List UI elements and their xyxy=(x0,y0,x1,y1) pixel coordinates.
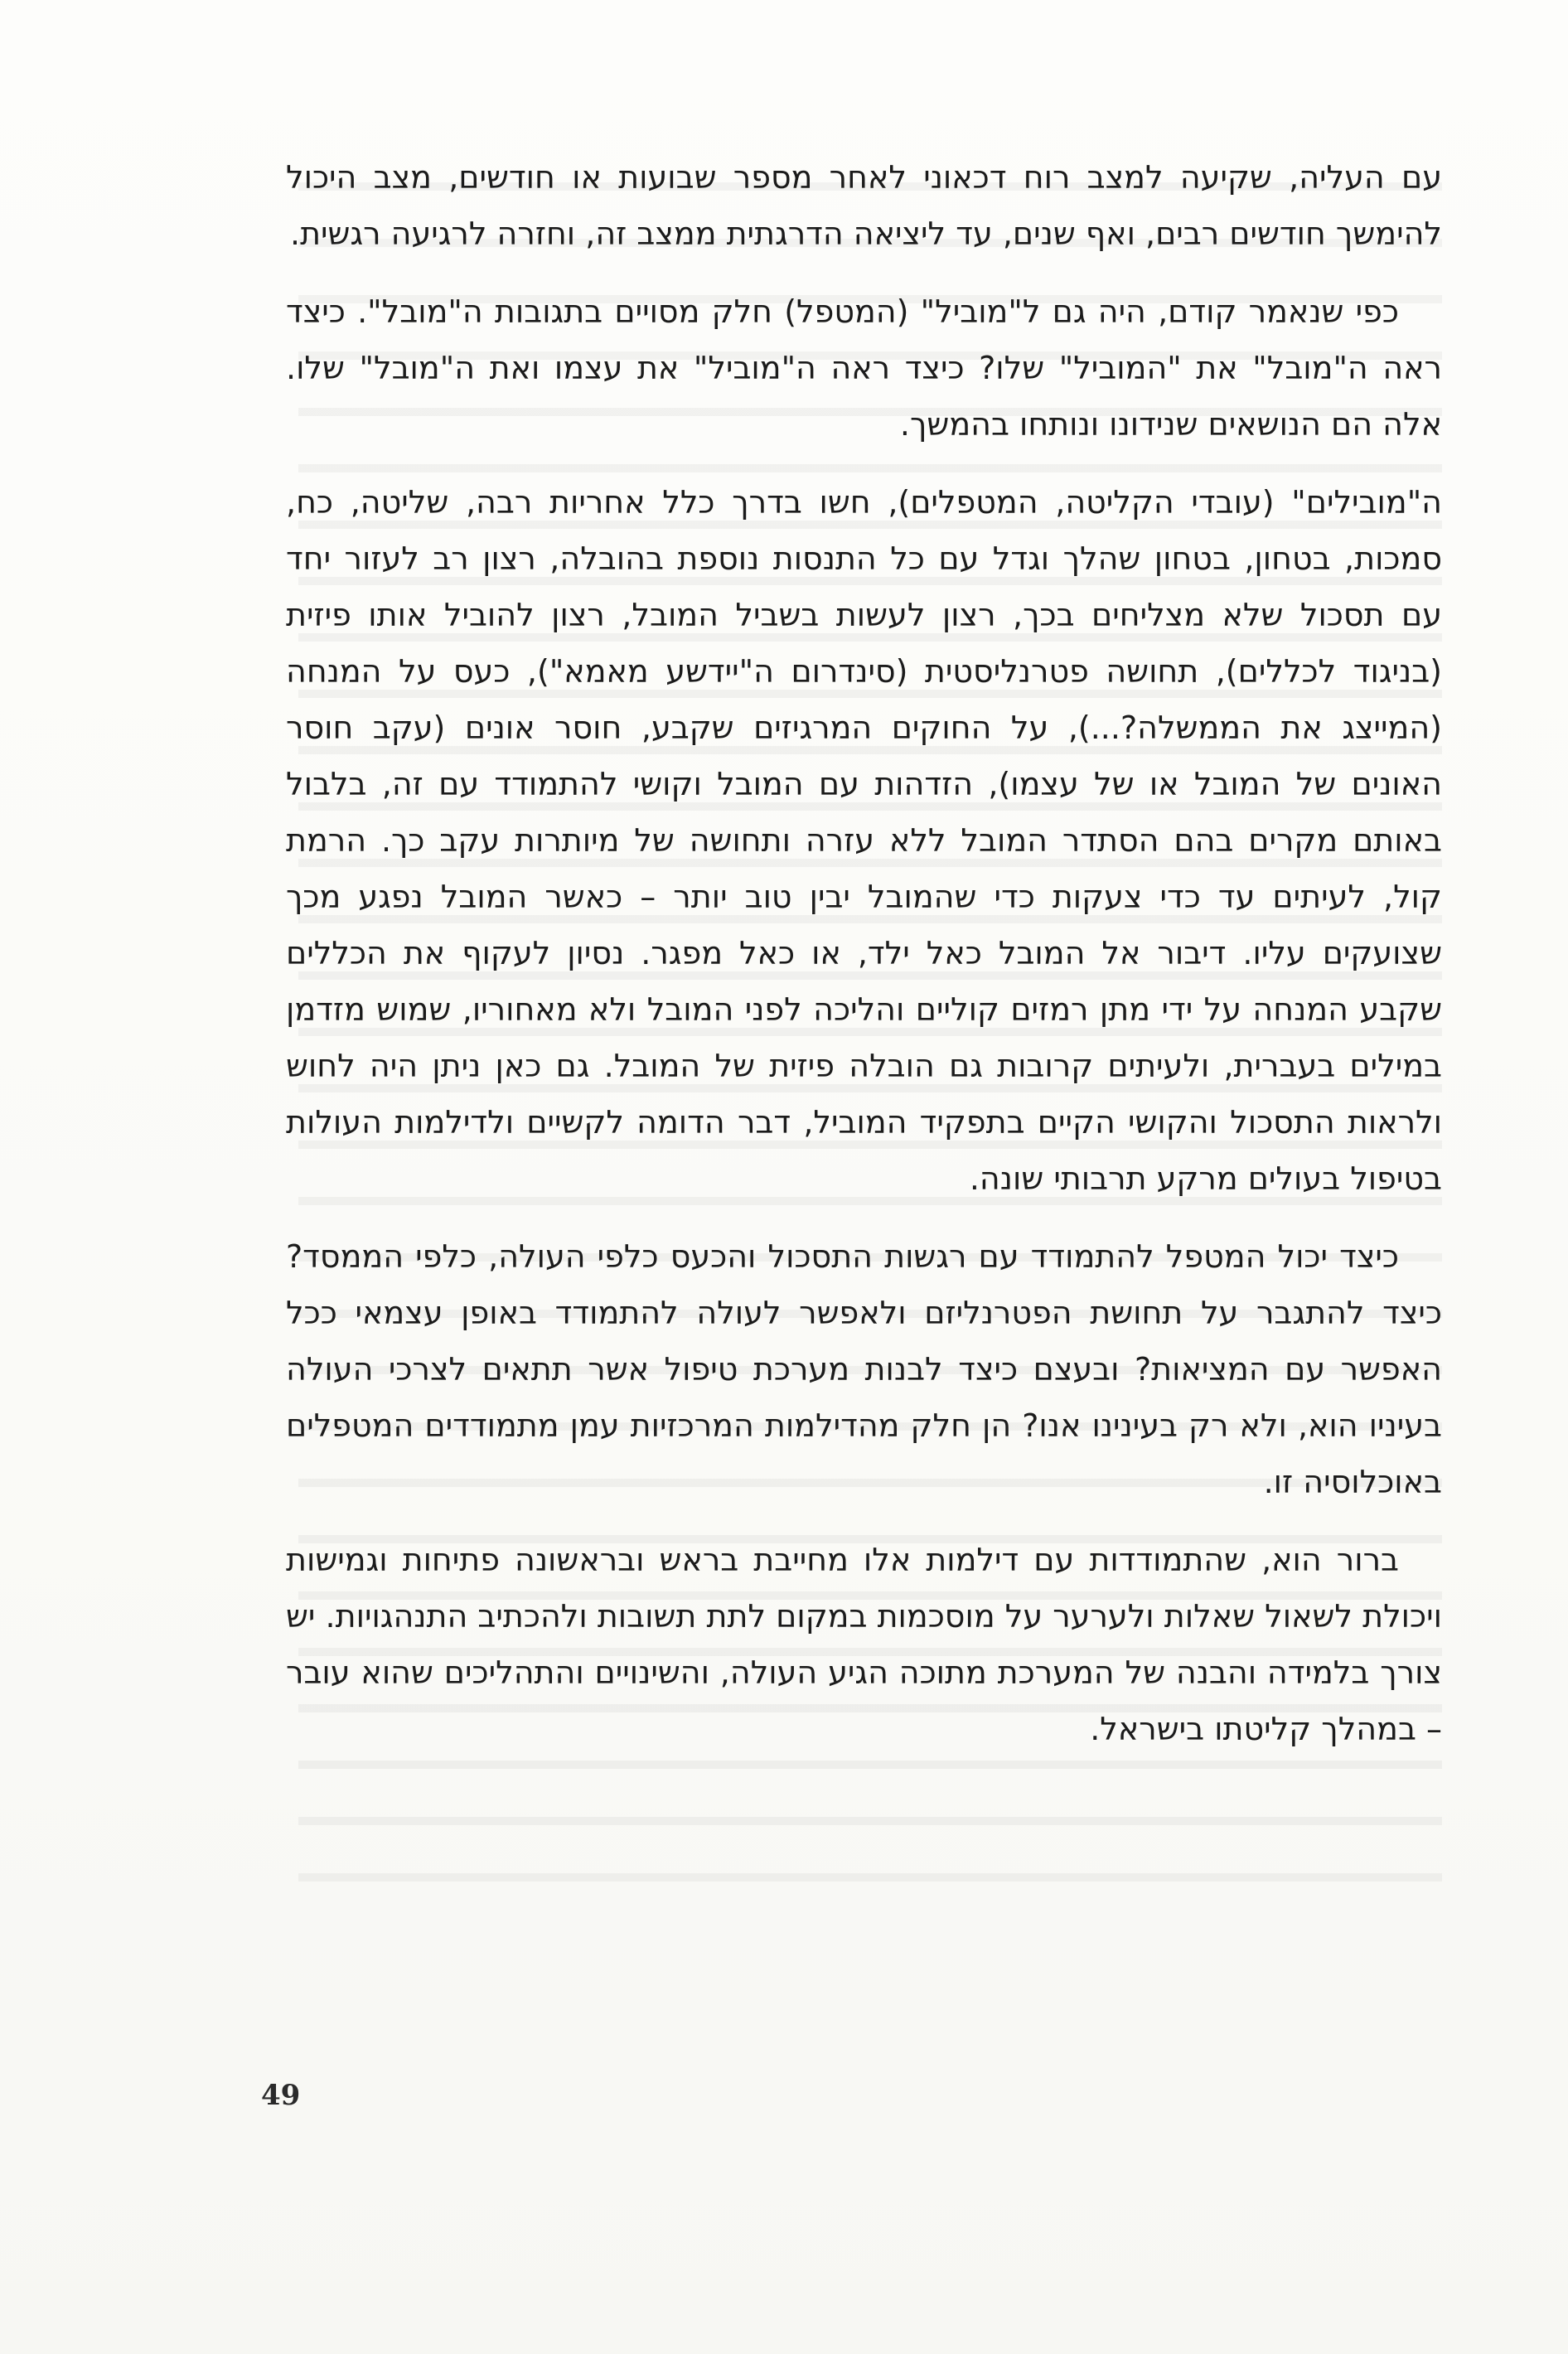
paragraph-5: ברור הוא, שהתמודדות עם דילמות אלו מחייבת בראש ובראשונה פתיחות וגמישות ויכולת לשאול שאלות ולערער על מוסכמות במקום לתת תשובות ולהכתיב התנהגויות. יש צורך בלמידה והבנה של המערכת מתוכה הגיע העולה, והשינויים והתהליכים שהוא עובר – במהלך קליטתו בישראל. xyxy=(286,1542,1442,1747)
paragraph-2: כפי שנאמר קודם, היה גם ל"מוביל" (המטפל) חלק מסויים בתגובות ה"מובל". כיצד ראה ה"מובל" את "המוביל" שלו? כיצד ראה ה"מוביל" את עצמו ואת ה"מובל" שלו. אלה הם הנושאים שנידונו ונותחו בהמשך. xyxy=(286,293,1442,443)
page-number: 49 xyxy=(261,2079,301,2112)
paragraph-1: עם העליה, שקיעה למצב רוח דכאוני לאחר מספר שבועות או חודשים, מצב היכול להימשך חודשים רבים, ואף שנים, עד ליציאה הדרגתית ממצב זה, וחזרה לרגיעה רגשית. xyxy=(286,159,1442,252)
body-text xyxy=(286,149,1442,1769)
paragraph-3: ה"מובילים" (עובדי הקליטה, המטפלים), חשו בדרך כלל אחריות רבה, שליטה, כח, סמכות, בטחון, בטחון שהלך וגדל עם כל התנסות נוספת בהובלה, רצון רב לעזור יחד עם תסכול שלא מצליחים בכך, רצון לעשות בשביל המובל, רצון להוביל אותו פיזית (בניגוד לכללים), תחושה פטרנליסטית (סינדרום ה"יידשע מאמא"), כעס על המנחה (המייצג את הממשלה?...), על החוקים המרגיזים שקבע, חוסר אונים (עקב חוסר האונים של המובל או של עצמו), הזדהות עם המובל וקושי להתמודד עם זה, בלבול באותם מקרים בהם הסתדר המובל ללא עזרה ותחושה של מיותרות עקב כך. הרמת קול, לעיתים עד כדי צעקות כדי שהמובל יבין טוב יותר – כאשר המובל נפגע מכך שצועקים עליו. דיבור אל המובל כאל ילד, או כאל מפגר. נסיון לעקוף את הכללים שקבע המנחה על ידי מתן רמזים קוליים והליכה לפני המובל ולא מאחוריו, שמוש מזדמן במילים בעברית, ולעיתים קרובות גם הובלה פיזית של המובל. גם כאן ניתן היה לחוש ולראות התסכול והקושי הקיים בתפקיד המוביל, דבר הדומה לקשיים ולדילמות העולות בטיפול בעולים מרקע תרבותי שונה. xyxy=(286,484,1442,1197)
paragraph-4: כיצד יכול המטפל להתמודד עם רגשות התסכול והכעס כלפי העולה, כלפי הממסד? כיצד להתגבר על תחושת הפטרנליזם ולאפשר לעולה להתמודד באופן עצמאי ככל האפשר עם המציאות? ובעצם כיצד לבנות מערכת טיפול אשר תתאים לצרכי העולה בעיניו הוא, ולא רק בעינינו אנו? הן חלק מהדילמות המרכזיות עמן מתמודדים המטפלים באוכלוסיה זו. xyxy=(286,1238,1442,1500)
